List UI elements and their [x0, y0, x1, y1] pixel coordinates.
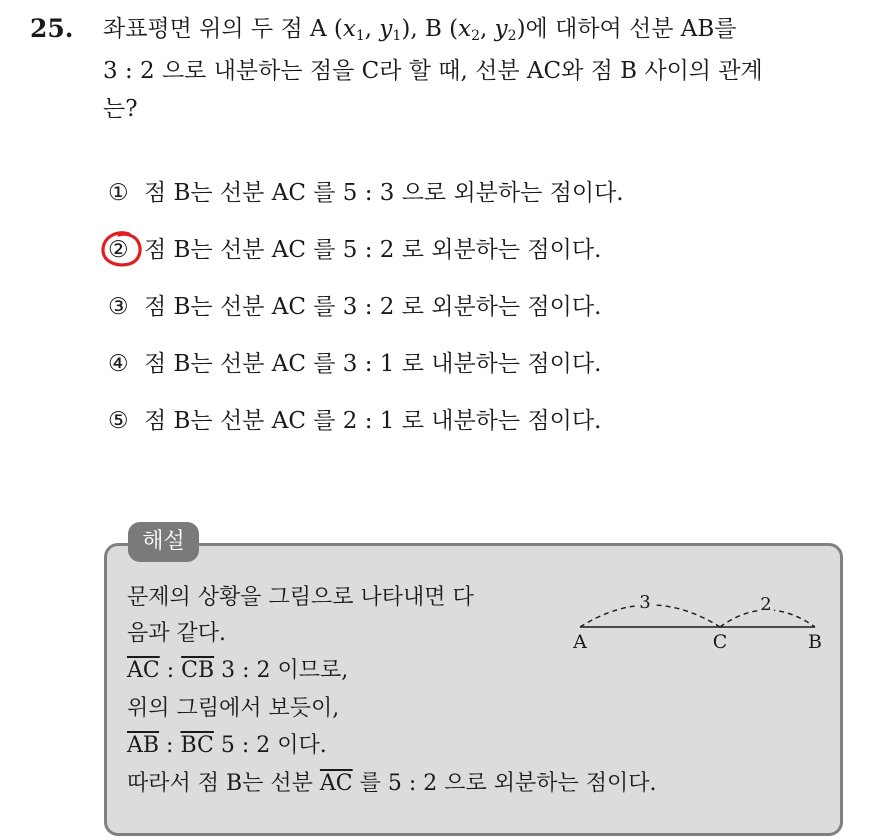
point-c-label: C [712, 631, 728, 653]
choice-1-number: ① [108, 180, 129, 206]
choice-1[interactable] [108, 178, 624, 208]
solution-line-3 [127, 657, 348, 685]
solution-line-6-post: 를 5 : 2 으로 외분하는 점이다. [352, 771, 657, 796]
solution-line-1: 문제의 상황을 그림으로 나타내면 다 [127, 585, 474, 610]
sub-y2: 2 [507, 28, 517, 44]
segment-ab: $\overline{AB}$ [127, 733, 160, 758]
question-number: 25. [30, 14, 74, 43]
segment-ac: $\overline{AC}$ [127, 658, 160, 683]
question-line-3: 는? [103, 96, 138, 122]
colon: : [159, 733, 181, 758]
choice-3-number: ③ [108, 294, 129, 320]
question-text-suffix: )에 대하여 선분 AB를 [516, 16, 737, 42]
var-x1: x [342, 16, 356, 42]
choice-4[interactable] [108, 349, 601, 379]
var-x2: x [458, 16, 472, 42]
comma-2: , [480, 16, 495, 42]
solution-line-5 [127, 732, 327, 760]
arc-label-3: 3 [639, 592, 651, 613]
question-line-1 [103, 14, 737, 51]
choice-1-text: 점 B는 선분 AC 를 5 : 3 으로 외분하는 점이다. [144, 180, 624, 206]
choice-2-text: 점 B는 선분 AC 를 5 : 2 로 외분하는 점이다. [144, 237, 602, 263]
solution-line-5-rest: 5 : 2 이다. [213, 733, 327, 758]
segment-ac: $\overline{AC}$ [319, 771, 353, 796]
var-y1: y [379, 16, 393, 42]
solution-line-3-rest: 3 : 2 이므로, [214, 658, 349, 683]
choice-5[interactable] [108, 406, 601, 436]
choice-4-number: ④ [108, 351, 129, 377]
solution-line-6-pre: 따라서 점 B는 선분 [127, 771, 320, 796]
sub-x1: 1 [355, 28, 365, 44]
point-b-label: B [808, 631, 822, 653]
answer-circle-mark [99, 229, 145, 269]
arc-label-2: 2 [760, 594, 772, 615]
choice-3[interactable] [108, 292, 601, 322]
solution-line-4: 위의 그림에서 보듯이, [127, 696, 340, 721]
segment-diagram [565, 585, 835, 660]
choice-2[interactable] [108, 235, 601, 265]
choice-4-text: 점 B는 선분 AC 를 3 : 1 로 내분하는 점이다. [144, 351, 602, 377]
question-text: 좌표평면 위의 두 점 A ( [103, 16, 343, 42]
choice-2-number: ② [108, 237, 129, 263]
colon: : [159, 658, 182, 683]
question-text-mid: ), B ( [401, 16, 459, 42]
choice-5-text: 점 B는 선분 AC 를 2 : 1 로 내분하는 점이다. [144, 408, 602, 434]
var-y2: y [494, 16, 508, 42]
solution-line-6 [127, 770, 657, 798]
comma-1: , [364, 16, 380, 42]
segment-cb: $\overline{CB}$ [181, 658, 215, 683]
choice-5-number: ⑤ [108, 408, 129, 434]
point-a-label: A [573, 631, 587, 653]
solution-line-2: 음과 같다. [127, 621, 226, 646]
sub-x2: 2 [471, 28, 481, 44]
question-line-2: 3 : 2 으로 내분하는 점을 C라 할 때, 선분 AC와 점 B 사이의 관계 [103, 58, 763, 84]
segment-bc: $\overline{BC}$ [180, 733, 214, 758]
choice-3-text: 점 B는 선분 AC 를 3 : 2 로 외분하는 점이다. [144, 294, 602, 320]
solution-tag: 해설 [128, 522, 199, 562]
sub-y1: 1 [392, 28, 402, 44]
